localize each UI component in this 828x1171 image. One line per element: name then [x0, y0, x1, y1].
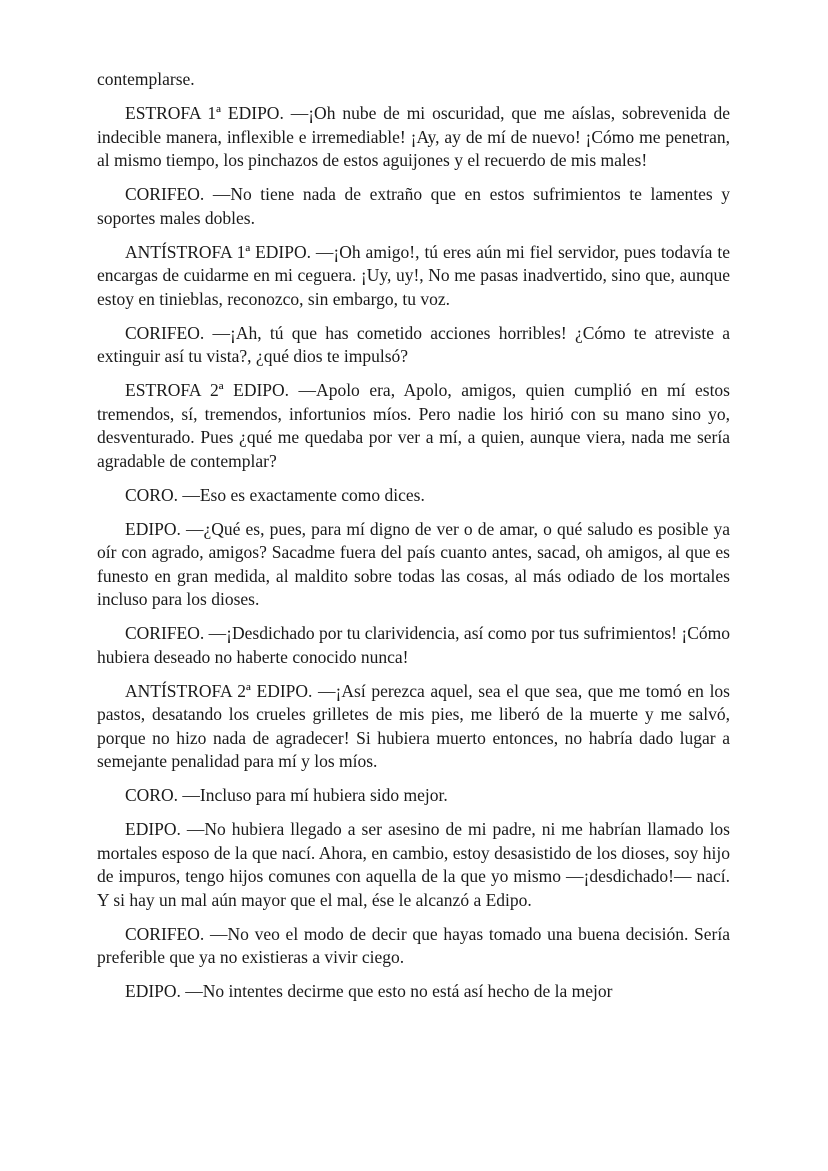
paragraph-corifeo: CORIFEO. —No veo el modo de decir que hayas tomado una buena decisión. Sería preferible que ya no existieras a vivir ciego. [97, 923, 730, 967]
paragraph-coro: CORO. —Eso es exactamente como dices. [125, 484, 425, 505]
paragraph-estrofa-2-edipo: ESTROFA 2ª EDIPO. —Apolo era, Apolo, amigos, quien cumplió en mí estos tremendos, sí, tremendos, infortunios míos. Pero nadie los hirió con su mano sino yo, desventurado. Pues ¿qué me quedaba por ver a mí, a quien, aunque viera, nada me sería agradable de contemplar? [97, 380, 730, 471]
paragraph-antistrofa-2-edipo: ANTÍSTROFA 2ª EDIPO. —¡Así perezca aquel, sea el que sea, que me tomó en los pastos, desatando los crueles grilletes de mis pies, me liberó de la muerte y me salvó, porque no hizo nada de agradecer! Si hubiera muerto entonces, no habría dado lugar a semejante penalidad para mí y los míos. [97, 680, 730, 771]
paragraph-edipo: EDIPO. —No intentes decirme que esto no está así hecho de la mejor [125, 981, 613, 1001]
document-page [97, 68, 730, 1014]
paragraph-coro: CORO. —Incluso para mí hubiera sido mejor. [125, 785, 448, 805]
paragraph-antistrofa-1-edipo: ANTÍSTROFA 1ª EDIPO. —¡Oh amigo!, tú eres aún mi fiel servidor, pues todavía te encargas de cuidarme en mi ceguera. ¡Uy, uy!, No me pasas inadvertido, sino que, aunque estoy en tinieblas, reconozco, sin embargo, tu voz. [97, 241, 730, 309]
paragraph-corifeo: CORIFEO. —No tiene nada de extraño que en estos sufrimientos te lamentes y soportes males dobles. [97, 184, 730, 228]
paragraph-corifeo: CORIFEO. —¡Desdichado por tu clarividencia, así como por tus sufrimientos! ¡Cómo hubiera deseado no haberte conocido nunca! [97, 623, 730, 667]
paragraph-corifeo: CORIFEO. —¡Ah, tú que has cometido acciones horribles! ¿Cómo te atreviste a extinguir así tu vista?, ¿qué dios te impulsó? [97, 322, 730, 366]
paragraph-estrofa-1-edipo: ESTROFA 1ª EDIPO. —¡Oh nube de mi oscuridad, que me aíslas, sobrevenida de indecible manera, inflexible e irremediable! ¡Ay, ay de mí de nuevo! ¡Cómo me penetran, al mismo tiempo, los pinchazos de estos aguijones y el recuerdo de mis males! [97, 103, 730, 170]
paragraph-continuation: contemplarse. [97, 69, 195, 89]
paragraph-edipo: EDIPO. —¿Qué es, pues, para mí digno de ver o de amar, o qué saludo es posible ya oír con agrado, amigos? Sacadme fuera del país cuanto antes, sacad, oh amigos, al que es funesto en gran medida, al maldito sobre todas las cosas, al más odiado de los mortales incluso para los dioses. [97, 518, 730, 609]
paragraph-edipo: EDIPO. —No hubiera llegado a ser asesino de mi padre, ni me habrían llamado los mortales esposo de la que nací. Ahora, en cambio, estoy desasistido de los dioses, soy hijo de impuros, tengo hijos comunes con aquella de la que yo mismo —¡desdichado!— nací. Y si hay un mal aún mayor que el mal, ése le alcanzó a Edipo. [97, 819, 730, 910]
